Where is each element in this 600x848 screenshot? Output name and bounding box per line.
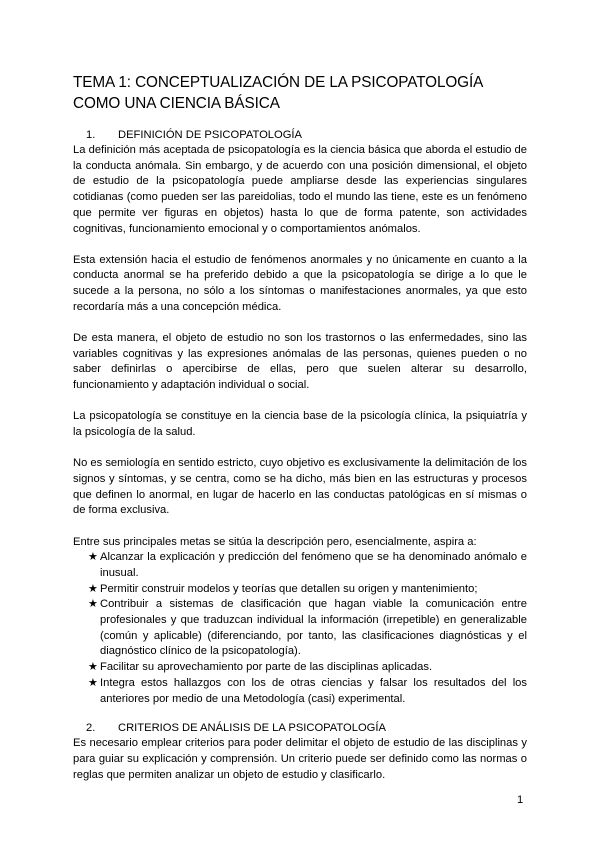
section-1-number: 1. (86, 129, 96, 141)
paragraph: De esta manera, el objeto de estudio no son los trastornos o las enfermedades, sino las variables cognitivas y las expresiones anómalas de las personas, quienes pueden o no saber definirlas o apercibirse de ellas, pero que suelen alterar su desarrollo, funcionamiento y adaptación individual o social. (73, 332, 527, 392)
goals-list (73, 550, 527, 707)
star-icon: ★ (88, 551, 98, 564)
star-icon: ★ (88, 661, 98, 674)
goals-intro: Entre sus principales metas se sitúa la descripción pero, esencialmente, aspira a: (73, 535, 477, 548)
list-item: ★ Integra estos hallazgos con los de otras ciencias y falsar los resultados del los anteriores por medio de una Metodología (casi) experimental. (88, 676, 527, 705)
star-icon: ★ (88, 676, 98, 689)
paragraph: Es necesario emplear criterios para poder delimitar el objeto de estudio de las disciplinas y para guiar su explicación y comprensión. Un criterio puede ser definido como las normas o reglas que permiten analizar un objeto de estudio y clasificarlo. (73, 737, 527, 781)
document-title: TEMA 1: CONCEPTUALIZACIÓN DE LA PSICOPATOLOGÍA COMO UNA CIENCIA BÁSICA (73, 74, 483, 112)
list-item: ★ Permitir construir modelos y teorías que detallen su origen y mantenimiento; (73, 582, 527, 598)
paragraph: La psicopatología se constituye en la ciencia base de la psicología clínica, la psiquiatría y la psicología de la salud. (73, 410, 527, 439)
paragraph: No es semiología en sentido estricto, cuyo objetivo es exclusivamente la delimitación de los signos y síntomas, y se centra, como se ha dicho, más bien en las estructuras y procesos que definen lo anormal, en lugar de hacerlo en las conductas patológicas en sí mismas o de forma exclusiva. (73, 457, 527, 517)
section-1-heading (73, 128, 527, 143)
document-page (73, 72, 527, 799)
section-2-heading (73, 721, 527, 736)
section-2-title: CRITERIOS DE ANÁLISIS DE LA PSICOPATOLOGÍA (118, 722, 386, 735)
list-item: ★ Alcanzar la explicación y predicción del fenómeno que se ha denominado anómalo e inusual. (88, 551, 527, 579)
star-icon: ★ (88, 582, 98, 595)
section-2-number: 2. (86, 722, 96, 735)
list-item: ★ Contribuir a sistemas de clasificación que hagan viable la comunicación entre profesionales y que traduzcan individual la información (irrepetible) en generalizable (común y aplicable) (diferenciando, por tanto, las clasificaciones diagnósticas y el diagnóstico clínico de la psicopatología). (88, 598, 527, 658)
star-icon: ★ (88, 598, 98, 611)
page-number: 1 (517, 794, 524, 806)
list-item: ★ Facilitar su aprovechamiento por parte de las disciplinas aplicadas. (73, 660, 527, 676)
section-1-title: DEFINICIÓN DE PSICOPATOLOGÍA (118, 129, 303, 141)
paragraph: La definición más aceptada de psicopatología es la ciencia básica que aborda el estudio de la conducta anómala. Sin embargo, y de acuerdo con una posición dimensional, el objeto de estudio de la psicopatología puede ampliarse desde las experiencias singulares cotidianas (como pueden ser las pareidolias, todo el mundo las tiene, este es un fenómeno que permite ver figuras en objetos) hasta lo que de forma patente, son actividades cognitivas, funcionamiento emocional y o comportamientos anómalos. (73, 144, 527, 235)
paragraph: Esta extensión hacia el estudio de fenómenos anormales y no únicamente en cuanto a la conducta anormal se ha preferido debido a que la psicopatología se dirige a lo que le sucede a la persona, no sólo a los síntomas o manifestaciones anormales, ya que esto recordaría más a una concepción médica. (73, 253, 527, 313)
